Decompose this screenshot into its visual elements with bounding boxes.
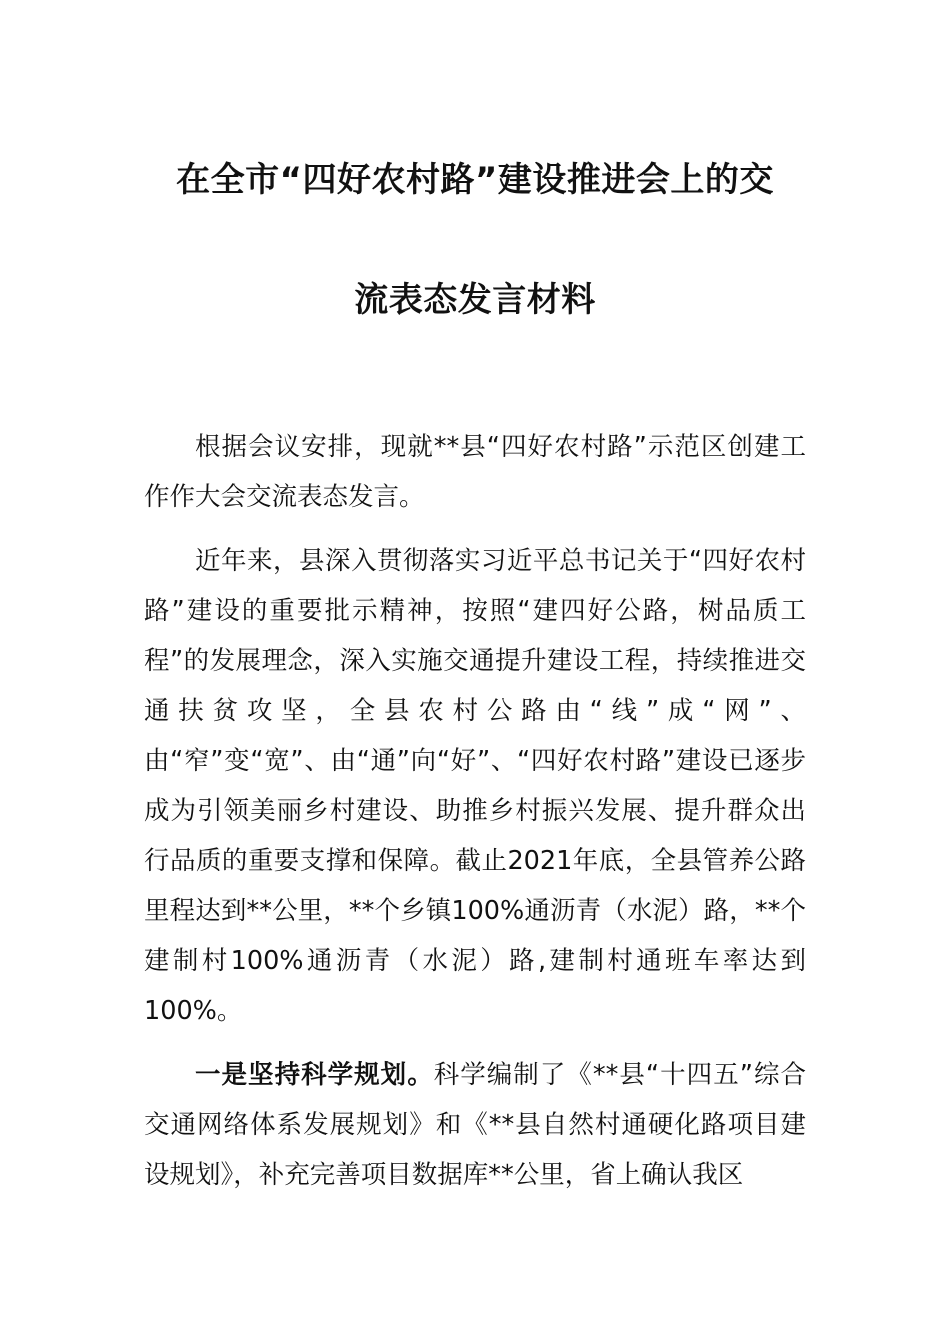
- paragraph-overview: [144, 536, 806, 1036]
- document-title-line-1: 在全市“四好农村路”建设推进会上的交: [176, 160, 774, 200]
- paragraph-overview-text: 近年来，县深入贯彻落实习近平总书记关于“四好农村路”建设的重要批示精神，按照“建四好公路，树品质工程”的发展理念，深入实施交通提升建设工程，持续推进交通扶贫攻坚，全县农村公路由“线”成“网”、由“窄”变“宽”、由“通”向“好”、“四好农村路”建设已逐步成为引领美丽乡村建设、助推乡村振兴发展、提升群众出行品质的重要支撑和保障。截止2021年底，全县管养公路里程达到**公里，**个乡镇100%通沥青（水泥）路，**个建制村100%通沥青（水泥）路,建制村通班车率达到100%。: [144, 546, 806, 1026]
- paragraph-intro-text: 根据会议安排，现就**县“四好农村路”示范区创建工作作大会交流表态发言。: [144, 432, 806, 512]
- document-body: [144, 422, 806, 1200]
- paragraph-planning-lead: 一是坚持科学规划。: [195, 1060, 434, 1090]
- paragraph-intro: [144, 422, 806, 522]
- document-title-line-2: 流表态发言材料: [354, 280, 596, 320]
- paragraph-planning-text: 科学编制了《**县“十四五”综合交通网络体系发展规划》和《**县自然村通硬化路项目建设规划》，补充完善项目数据库**公里，省上确认我区: [144, 1060, 806, 1190]
- paragraph-planning: [144, 1050, 806, 1200]
